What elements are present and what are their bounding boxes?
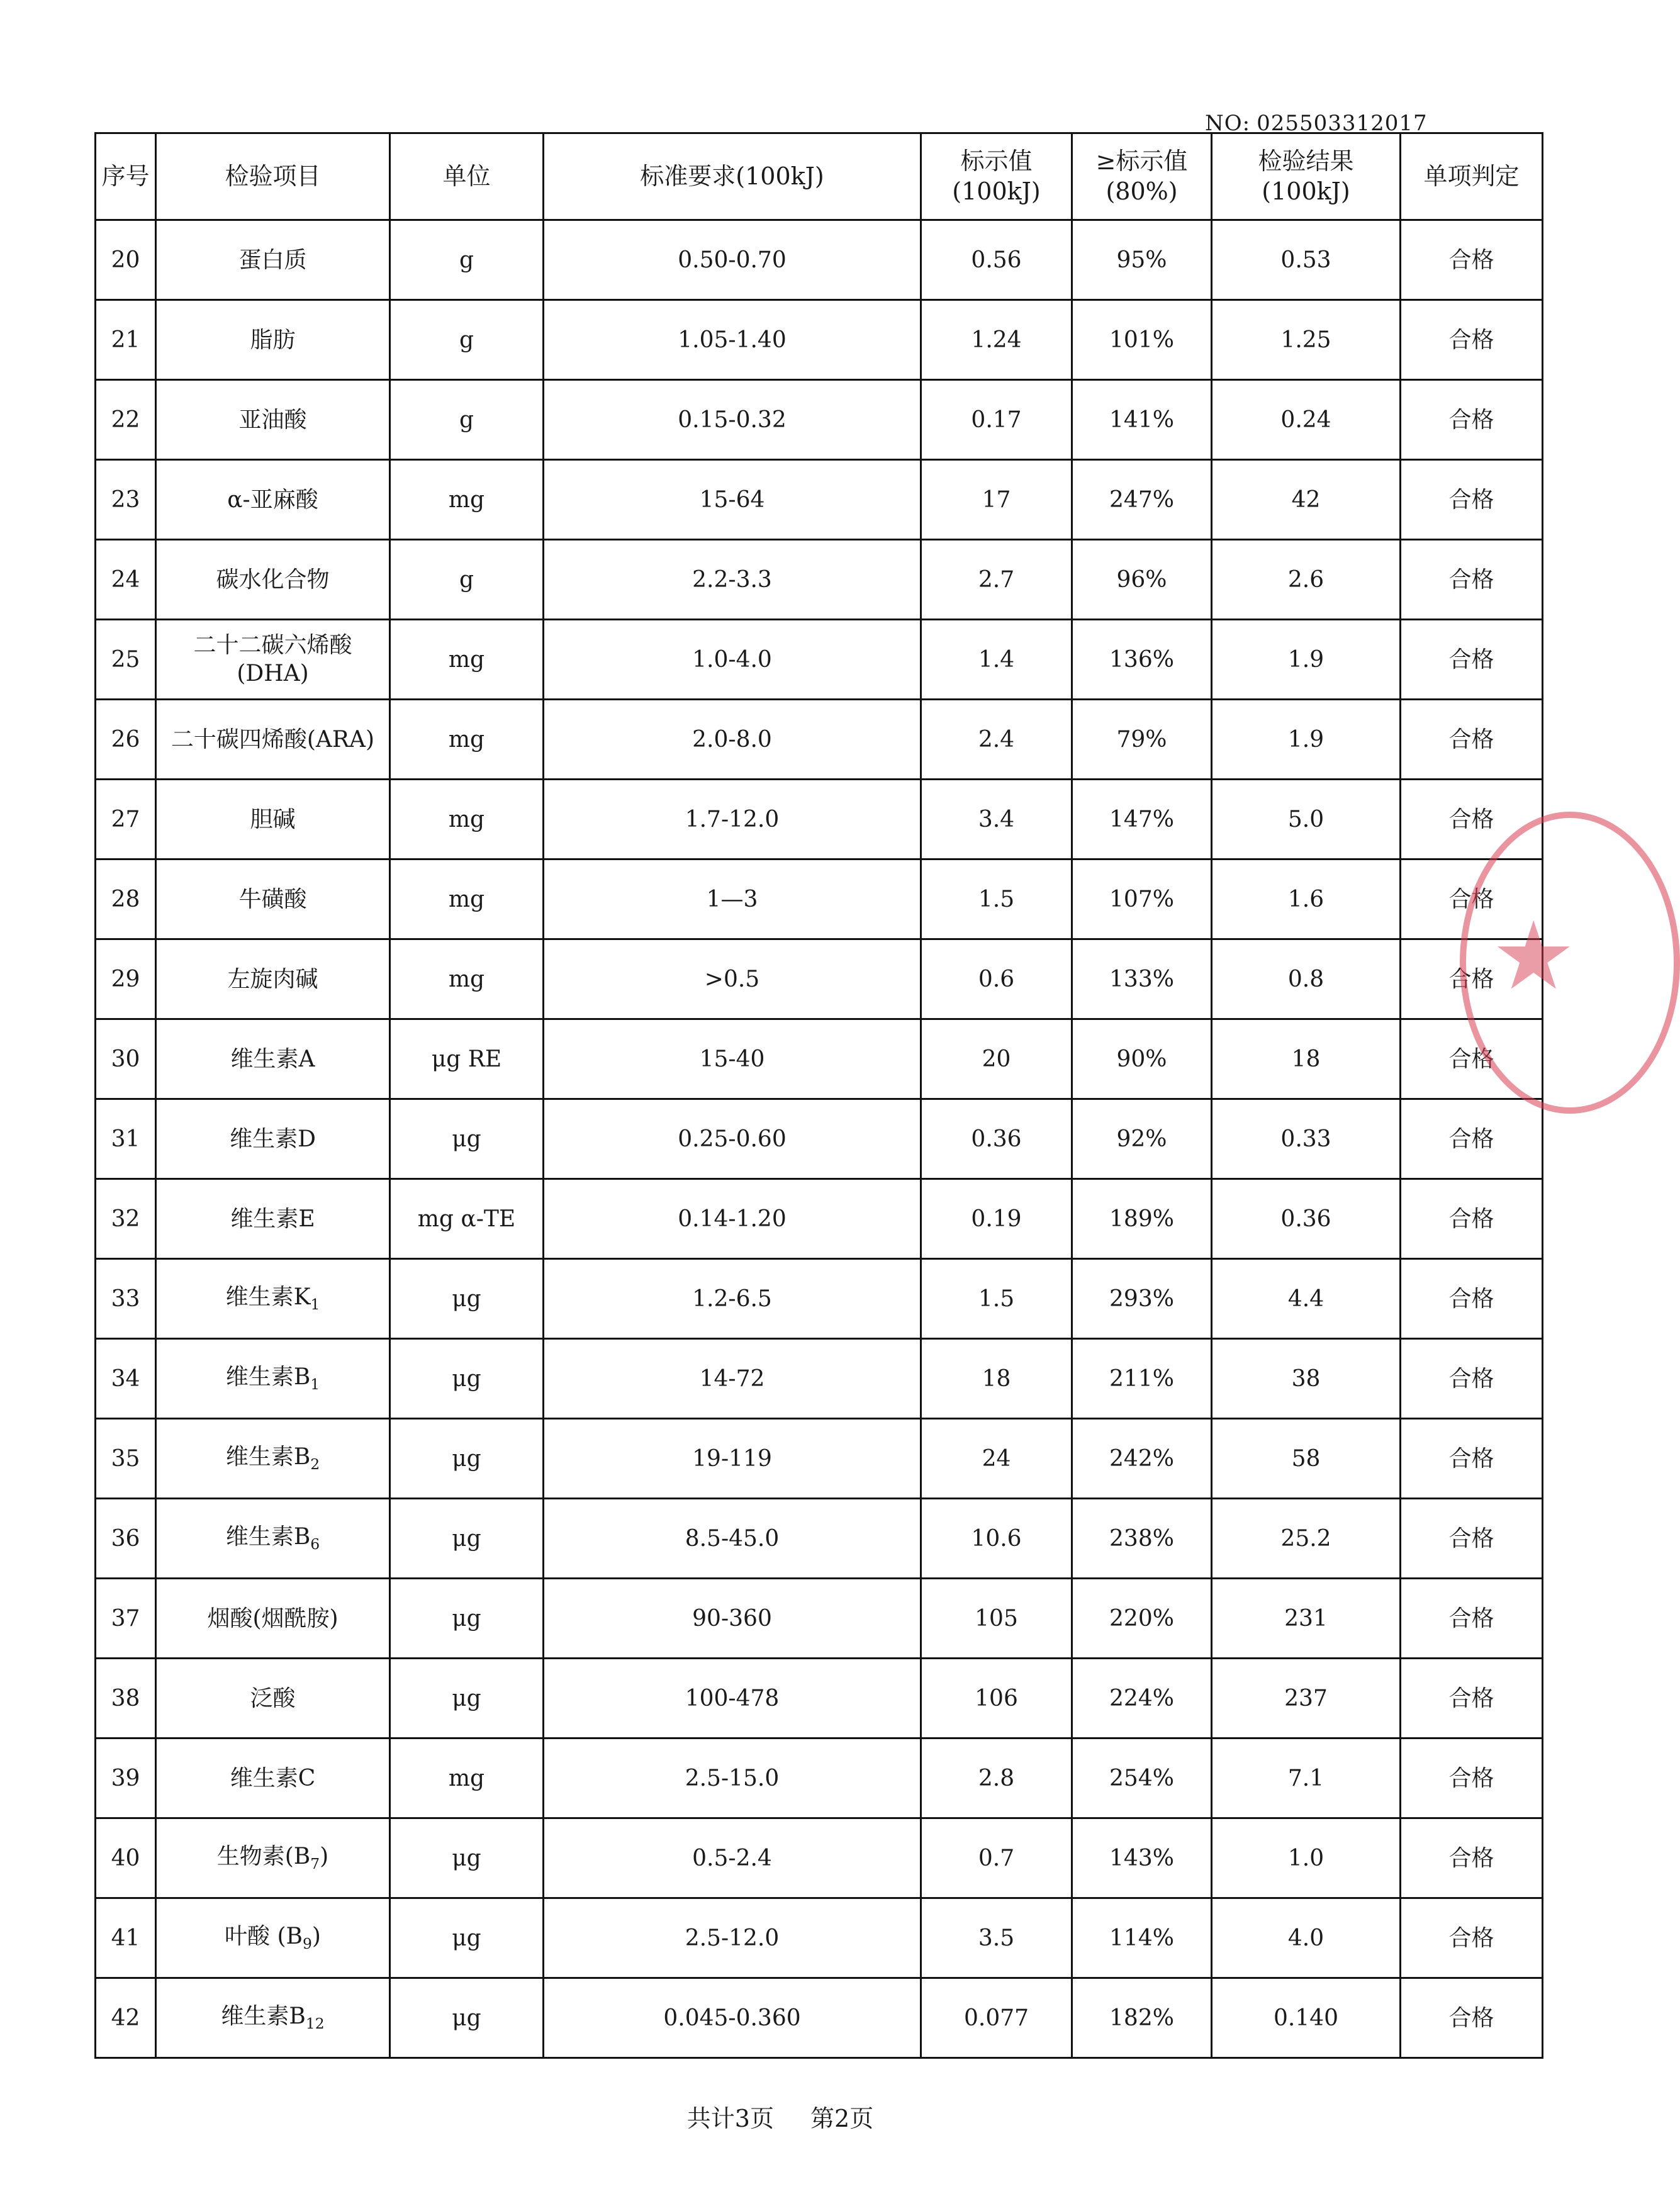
cell-standard: 0.25-0.60: [544, 1099, 921, 1179]
item-name: 泛酸: [250, 1685, 296, 1711]
report-number-value: 025503312017: [1257, 111, 1428, 136]
cell-result: 237: [1212, 1659, 1401, 1738]
cell-result: 5.0: [1212, 780, 1401, 859]
cell-label-value: 18: [921, 1339, 1072, 1419]
cell-pct: 92%: [1072, 1099, 1212, 1179]
cell-result: 38: [1212, 1339, 1401, 1419]
table-row: [96, 1738, 1543, 1818]
item-subscript: 9: [303, 1935, 312, 1953]
item-name: 维生素B: [225, 1444, 311, 1470]
cell-standard: 14-72: [544, 1339, 921, 1419]
cell-item: [156, 859, 390, 939]
cell-item: [156, 780, 390, 859]
cell-unit: g: [390, 540, 544, 620]
cell-pct: 141%: [1072, 380, 1212, 460]
cell-judgement: 合格: [1401, 859, 1543, 939]
cell-item: [156, 540, 390, 620]
cell-unit: μg: [390, 1898, 544, 1978]
cell-unit: μg RE: [390, 1019, 544, 1099]
cell-pct: 224%: [1072, 1659, 1212, 1738]
cell-seq: 27: [96, 780, 156, 859]
cell-standard: 1.7-12.0: [544, 780, 921, 859]
cell-seq: 34: [96, 1339, 156, 1419]
item-name: 脂肪: [250, 327, 296, 353]
cell-label-value: 2.8: [921, 1738, 1072, 1818]
cell-judgement: 合格: [1401, 1579, 1543, 1659]
cell-unit: g: [390, 220, 544, 300]
item-name: 烟酸(烟酰胺): [207, 1605, 339, 1632]
cell-unit: μg: [390, 1099, 544, 1179]
item-name: 生物素(B: [216, 1844, 311, 1870]
cell-label-value: 24: [921, 1419, 1072, 1499]
cell-unit: mg: [390, 780, 544, 859]
table-row: [96, 1898, 1543, 1978]
table-row: [96, 1419, 1543, 1499]
cell-judgement: 合格: [1401, 540, 1543, 620]
cell-unit: mg α-TE: [390, 1179, 544, 1259]
cell-result: 18: [1212, 1019, 1401, 1099]
item-subscript: 1: [310, 1375, 320, 1394]
item-name: 牛磺酸: [238, 886, 307, 912]
cell-seq: 20: [96, 220, 156, 300]
cell-pct: 254%: [1072, 1738, 1212, 1818]
cell-label-value: 0.17: [921, 380, 1072, 460]
cell-pct: 95%: [1072, 220, 1212, 300]
table-row: [96, 300, 1543, 380]
cell-item: [156, 1978, 390, 2058]
cell-result: 1.0: [1212, 1818, 1401, 1898]
cell-item: [156, 1499, 390, 1579]
report-number-label: NO:: [1205, 111, 1251, 136]
cell-judgement: 合格: [1401, 1259, 1543, 1339]
cell-label-value: 106: [921, 1659, 1072, 1738]
cell-judgement: 合格: [1401, 1339, 1543, 1419]
cell-result: 0.140: [1212, 1978, 1401, 2058]
cell-seq: 39: [96, 1738, 156, 1818]
cell-unit: μg: [390, 1579, 544, 1659]
cell-judgement: 合格: [1401, 460, 1543, 540]
item-name-line2: (DHA): [237, 661, 309, 686]
star-icon: ★: [1491, 902, 1576, 1011]
table-row: [96, 780, 1543, 859]
cell-judgement: 合格: [1401, 939, 1543, 1019]
cell-result: 2.6: [1212, 540, 1401, 620]
cell-item: [156, 1738, 390, 1818]
item-name: 二十二碳六烯酸: [193, 632, 352, 658]
cell-judgement: 合格: [1401, 700, 1543, 780]
cell-label-value: 105: [921, 1579, 1072, 1659]
cell-pct: 107%: [1072, 859, 1212, 939]
cell-standard: 90-360: [544, 1579, 921, 1659]
cell-unit: g: [390, 300, 544, 380]
cell-pct: 238%: [1072, 1499, 1212, 1579]
cell-pct: 220%: [1072, 1579, 1212, 1659]
cell-item: [156, 1898, 390, 1978]
cell-seq: 24: [96, 540, 156, 620]
cell-result: 58: [1212, 1419, 1401, 1499]
cell-seq: 33: [96, 1259, 156, 1339]
cell-result: 0.36: [1212, 1179, 1401, 1259]
item-name: 维生素K: [225, 1284, 311, 1311]
cell-judgement: 合格: [1401, 1659, 1543, 1738]
cell-item: [156, 939, 390, 1019]
cell-seq: 35: [96, 1419, 156, 1499]
cell-label-value: 2.7: [921, 540, 1072, 620]
cell-seq: 22: [96, 380, 156, 460]
cell-item: [156, 1659, 390, 1738]
cell-item: [156, 1419, 390, 1499]
item-name: 二十碳四烯酸(ARA): [171, 726, 375, 753]
header-result: [1212, 133, 1401, 220]
table-row: [96, 1019, 1543, 1099]
cell-seq: 31: [96, 1099, 156, 1179]
item-subscript: 2: [310, 1455, 320, 1474]
cell-unit: mg: [390, 939, 544, 1019]
item-name: 碳水化合物: [216, 566, 330, 593]
cell-pct: 211%: [1072, 1339, 1212, 1419]
cell-pct: 79%: [1072, 700, 1212, 780]
cell-label-value: 0.36: [921, 1099, 1072, 1179]
page-footer: [0, 2099, 1560, 2134]
cell-unit: mg: [390, 460, 544, 540]
cell-pct: 133%: [1072, 939, 1212, 1019]
cell-item: [156, 220, 390, 300]
item-suffix: ): [320, 1844, 329, 1870]
cell-pct: 96%: [1072, 540, 1212, 620]
table-row: [96, 380, 1543, 460]
cell-judgement: 合格: [1401, 220, 1543, 300]
header-pct-line1: ≥标示值: [1095, 147, 1188, 175]
cell-result: 25.2: [1212, 1499, 1401, 1579]
header-pct-line2: (80%): [1106, 177, 1178, 205]
cell-judgement: 合格: [1401, 1019, 1543, 1099]
cell-pct: 101%: [1072, 300, 1212, 380]
cell-label-value: 0.7: [921, 1818, 1072, 1898]
cell-judgement: 合格: [1401, 1099, 1543, 1179]
cell-standard: 100-478: [544, 1659, 921, 1738]
header-pct: [1072, 133, 1212, 220]
cell-label-value: 3.5: [921, 1898, 1072, 1978]
cell-item: [156, 700, 390, 780]
cell-standard: 1.2-6.5: [544, 1259, 921, 1339]
cell-result: 0.8: [1212, 939, 1401, 1019]
cell-pct: 147%: [1072, 780, 1212, 859]
cell-standard: 2.0-8.0: [544, 700, 921, 780]
cell-item: [156, 1818, 390, 1898]
item-name: 维生素B: [225, 1524, 311, 1550]
cell-pct: 114%: [1072, 1898, 1212, 1978]
table-row: [96, 620, 1543, 700]
header-label-value-line1: 标示值: [960, 147, 1033, 175]
cell-standard: 0.14-1.20: [544, 1179, 921, 1259]
item-name: α-亚麻酸: [227, 486, 318, 513]
cell-label-value: 3.4: [921, 780, 1072, 859]
cell-standard: 0.5-2.4: [544, 1818, 921, 1898]
cell-standard: 0.15-0.32: [544, 380, 921, 460]
cell-pct: 182%: [1072, 1978, 1212, 2058]
cell-judgement: 合格: [1401, 1179, 1543, 1259]
cell-item: [156, 1579, 390, 1659]
cell-pct: 247%: [1072, 460, 1212, 540]
cell-item: [156, 460, 390, 540]
cell-result: 4.0: [1212, 1898, 1401, 1978]
cell-standard: 1.05-1.40: [544, 300, 921, 380]
cell-standard: 1—3: [544, 859, 921, 939]
item-name: 蛋白质: [238, 247, 307, 273]
table-row: [96, 460, 1543, 540]
table-row: [96, 540, 1543, 620]
cell-unit: μg: [390, 1339, 544, 1419]
cell-label-value: 1.24: [921, 300, 1072, 380]
cell-judgement: 合格: [1401, 300, 1543, 380]
cell-result: 1.9: [1212, 620, 1401, 700]
header-label-value: [921, 133, 1072, 220]
cell-label-value: 17: [921, 460, 1072, 540]
header-result-line1: 检验结果: [1258, 147, 1354, 175]
table-row: [96, 1978, 1543, 2058]
cell-seq: 30: [96, 1019, 156, 1099]
cell-pct: 189%: [1072, 1179, 1212, 1259]
item-name: 维生素B: [221, 2003, 306, 2030]
current-page: 第2页: [810, 2105, 874, 2132]
cell-seq: 23: [96, 460, 156, 540]
cell-unit: μg: [390, 1818, 544, 1898]
table-row: [96, 700, 1543, 780]
cell-judgement: 合格: [1401, 1419, 1543, 1499]
cell-unit: μg: [390, 1419, 544, 1499]
cell-label-value: 1.5: [921, 859, 1072, 939]
cell-seq: 42: [96, 1978, 156, 2058]
item-name: 维生素B: [225, 1364, 311, 1391]
cell-pct: 242%: [1072, 1419, 1212, 1499]
cell-pct: 143%: [1072, 1818, 1212, 1898]
cell-judgement: 合格: [1401, 620, 1543, 700]
item-name: 维生素E: [230, 1206, 315, 1232]
cell-standard: 8.5-45.0: [544, 1499, 921, 1579]
cell-seq: 37: [96, 1579, 156, 1659]
cell-unit: mg: [390, 700, 544, 780]
cell-unit: mg: [390, 620, 544, 700]
cell-seq: 36: [96, 1499, 156, 1579]
cell-seq: 41: [96, 1898, 156, 1978]
item-subscript: 6: [310, 1535, 320, 1554]
cell-seq: 40: [96, 1818, 156, 1898]
cell-result: 1.25: [1212, 300, 1401, 380]
cell-label-value: 0.6: [921, 939, 1072, 1019]
cell-label-value: 10.6: [921, 1499, 1072, 1579]
cell-seq: 29: [96, 939, 156, 1019]
table-row: [96, 220, 1543, 300]
cell-label-value: 1.5: [921, 1259, 1072, 1339]
item-name: 维生素D: [230, 1126, 316, 1152]
cell-seq: 28: [96, 859, 156, 939]
cell-label-value: 1.4: [921, 620, 1072, 700]
cell-item: [156, 1259, 390, 1339]
cell-result: 7.1: [1212, 1738, 1401, 1818]
cell-standard: 2.2-3.3: [544, 540, 921, 620]
item-subscript: 1: [310, 1296, 320, 1314]
item-name: 维生素C: [230, 1765, 316, 1791]
cell-item: [156, 380, 390, 460]
cell-seq: 26: [96, 700, 156, 780]
header-result-line2: (100kJ): [1262, 177, 1350, 205]
item-name: 胆碱: [250, 806, 296, 832]
cell-judgement: 合格: [1401, 780, 1543, 859]
cell-standard: >0.5: [544, 939, 921, 1019]
table-row: [96, 859, 1543, 939]
cell-item: [156, 300, 390, 380]
cell-unit: μg: [390, 1978, 544, 2058]
cell-seq: 38: [96, 1659, 156, 1738]
cell-result: 0.33: [1212, 1099, 1401, 1179]
cell-label-value: 0.077: [921, 1978, 1072, 2058]
cell-label-value: 20: [921, 1019, 1072, 1099]
cell-item: [156, 1179, 390, 1259]
table-row: [96, 1259, 1543, 1339]
cell-standard: 19-119: [544, 1419, 921, 1499]
total-pages: 共计3页: [686, 2105, 774, 2132]
cell-judgement: 合格: [1401, 1499, 1543, 1579]
cell-result: 4.4: [1212, 1259, 1401, 1339]
cell-judgement: 合格: [1401, 380, 1543, 460]
cell-unit: mg: [390, 859, 544, 939]
cell-item: [156, 1339, 390, 1419]
item-name: 叶酸 (B: [225, 1923, 303, 1950]
cell-item: [156, 1099, 390, 1179]
cell-result: 0.24: [1212, 380, 1401, 460]
item-name: 亚油酸: [238, 406, 307, 433]
item-subscript: 12: [305, 2015, 325, 2033]
inspection-table: [94, 132, 1543, 2059]
cell-pct: 90%: [1072, 1019, 1212, 1099]
table-header-row: [96, 133, 1543, 220]
table-row: [96, 1499, 1543, 1579]
item-name: 维生素A: [230, 1046, 315, 1072]
table-row: [96, 1659, 1543, 1738]
cell-pct: 293%: [1072, 1259, 1212, 1339]
cell-result: 1.9: [1212, 700, 1401, 780]
cell-standard: 1.0-4.0: [544, 620, 921, 700]
item-subscript: 7: [310, 1855, 320, 1873]
table-row: [96, 1179, 1543, 1259]
cell-label-value: 2.4: [921, 700, 1072, 780]
cell-unit: μg: [390, 1259, 544, 1339]
cell-label-value: 0.19: [921, 1179, 1072, 1259]
cell-seq: 25: [96, 620, 156, 700]
cell-standard: 15-64: [544, 460, 921, 540]
cell-result: 1.6: [1212, 859, 1401, 939]
item-suffix: ): [311, 1923, 321, 1950]
cell-standard: 15-40: [544, 1019, 921, 1099]
cell-label-value: 0.56: [921, 220, 1072, 300]
header-item: 检验项目: [156, 133, 390, 220]
cell-result: 0.53: [1212, 220, 1401, 300]
table-row: [96, 1339, 1543, 1419]
cell-seq: 21: [96, 300, 156, 380]
table-row: [96, 1818, 1543, 1898]
cell-judgement: 合格: [1401, 1818, 1543, 1898]
cell-standard: 2.5-12.0: [544, 1898, 921, 1978]
cell-item: [156, 1019, 390, 1099]
header-unit: 单位: [390, 133, 544, 220]
cell-standard: 0.045-0.360: [544, 1978, 921, 2058]
cell-standard: 2.5-15.0: [544, 1738, 921, 1818]
cell-judgement: 合格: [1401, 1978, 1543, 2058]
table-row: [96, 939, 1543, 1019]
table-row: [96, 1579, 1543, 1659]
cell-result: 231: [1212, 1579, 1401, 1659]
table-row: [96, 1099, 1543, 1179]
cell-seq: 32: [96, 1179, 156, 1259]
cell-result: 42: [1212, 460, 1401, 540]
cell-unit: μg: [390, 1499, 544, 1579]
cell-item: [156, 620, 390, 700]
item-name: 左旋肉碱: [227, 966, 318, 992]
cell-standard: 0.50-0.70: [544, 220, 921, 300]
header-standard: 标准要求(100kJ): [544, 133, 921, 220]
header-label-value-line2: (100kJ): [952, 177, 1041, 205]
header-judgement: 单项判定: [1401, 133, 1543, 220]
cell-unit: g: [390, 380, 544, 460]
cell-unit: μg: [390, 1659, 544, 1738]
header-seq: 序号: [96, 133, 156, 220]
cell-pct: 136%: [1072, 620, 1212, 700]
cell-judgement: 合格: [1401, 1898, 1543, 1978]
cell-unit: mg: [390, 1738, 544, 1818]
cell-judgement: 合格: [1401, 1738, 1543, 1818]
